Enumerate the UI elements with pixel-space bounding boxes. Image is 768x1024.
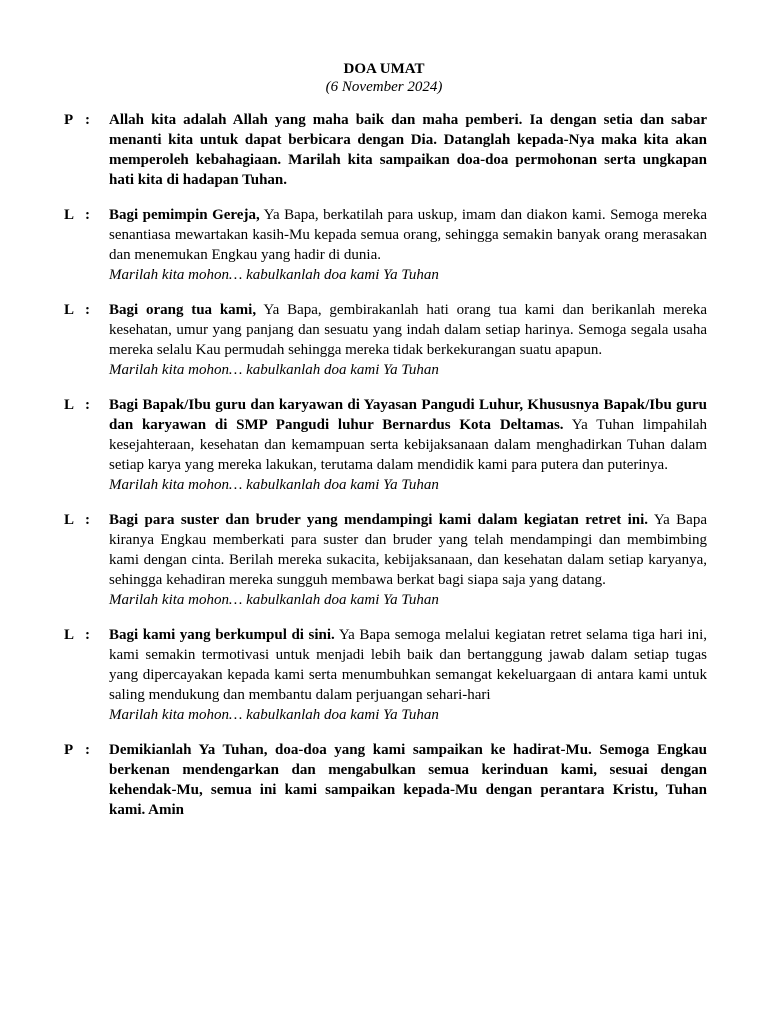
separator-colon: : xyxy=(85,742,90,758)
prayer-entry-closing xyxy=(64,740,707,820)
separator-colon: : xyxy=(85,397,90,413)
prayer-text: Demikianlah Ya Tuhan, doa-doa yang kami sampaikan ke hadirat-Mu. Semoga Engkau berkenan mendengarkan dan mengabulkan semua kerinduan kami, sesuai dengan kehendak-Mu, semua ini kami sampaikan kepada-Mu dengan perantara Kristu, Tuhan kami. Amin xyxy=(109,742,707,818)
prayer-text: Ya Bapa kiranya Engkau memberkati para suster dan bruder yang telah mendampingi dan membimbing kami dengan cinta. Berilah mereka sukacita, kebijaksanaan, dan kesehatan dalam setiap karyanya, sehingga kehadiran mereka sungguh membawa berkat bagi siapa saja yang datang. xyxy=(109,512,707,588)
prayer-content xyxy=(109,110,707,190)
prayer-entry-sisters-brothers xyxy=(64,510,707,610)
separator-colon: : xyxy=(85,627,90,643)
prayer-paragraph xyxy=(109,395,707,475)
document-title: DOA UMAT xyxy=(343,61,425,77)
prayer-entry-teachers xyxy=(64,395,707,495)
prayer-text: Ya Bapa, gembirakanlah hati orang tua kami dan berikanlah mereka kesehatan, umur yang panjang dan sesuatu yang indah dalam setiap harinya. Semoga segala usaha mereka selalu Kau permudah sehingga mereka tidak berkekurangan suatu apapun. xyxy=(109,302,708,358)
speaker-label: L xyxy=(64,302,75,318)
prayer-list xyxy=(64,110,707,835)
prayer-text: Allah kita adalah Allah yang maha baik dan maha pemberi. Ia dengan setia dan sabar menanti kita untuk dapat berbicara dengan Dia. Datanglah kepada-Nya maka kita akan memperoleh kebahagiaan. Marilah kita sampaikan doa-doa permohonan serta ungkapan hati kita di hadapan Tuhan. xyxy=(109,112,707,188)
prayer-entry-opening xyxy=(64,110,707,190)
prayer-lead: Bagi orang tua kami, xyxy=(109,302,257,318)
speaker-label: L xyxy=(64,207,75,223)
prayer-lead: Bagi kami yang berkumpul di sini. xyxy=(109,627,335,643)
prayer-paragraph xyxy=(109,300,707,360)
speaker-label: L xyxy=(64,512,75,528)
prayer-content xyxy=(109,205,707,285)
prayer-entry-gathered xyxy=(64,625,707,725)
prayer-entry-parents xyxy=(64,300,707,380)
separator-colon: : xyxy=(85,112,90,128)
prayer-text: Ya Bapa, berkatilah para uskup, imam dan diakon kami. Semoga mereka senantiasa mewartakan kasih-Mu kepada semua orang, sehingga semakin banyak orang merasakan dan menemukan Engkau yang hadir di dunia. xyxy=(109,207,707,263)
prayer-response: Marilah kita mohon… kabulkanlah doa kami Ya Tuhan xyxy=(109,477,439,493)
separator-colon: : xyxy=(85,512,90,528)
prayer-text: Ya Bapa semoga melalui kegiatan retret selama tiga hari ini, kami semakin termotivasi untuk menjadi lebih baik dan bertanggung jawab dalam setiap tugas yang dipercayakan kepada kami serta menumbuhkan semangat kekeluargaan di antara kami untuk saling mendukung dan membantu dalam perjuangan sehari-hari xyxy=(109,627,708,703)
prayer-text: Ya Tuhan limpahilah kesejahteraan, kesehatan dan kemampuan serta kebijaksanaan dalam menghadirkan Tuhan dalam setiap karya yang mereka lakukan, terutama dalam mendidik kami para putera dan puterinya. xyxy=(109,417,707,473)
separator-colon: : xyxy=(85,207,90,223)
speaker-label: P xyxy=(64,742,74,758)
prayer-entry-church-leaders xyxy=(64,205,707,285)
prayer-response: Marilah kita mohon… kabulkanlah doa kami Ya Tuhan xyxy=(109,592,439,608)
prayer-response: Marilah kita mohon… kabulkanlah doa kami Ya Tuhan xyxy=(109,267,439,283)
prayer-content xyxy=(109,510,707,610)
speaker-label: P xyxy=(64,112,74,128)
prayer-paragraph xyxy=(109,205,707,265)
prayer-content xyxy=(109,395,707,495)
speaker-label: L xyxy=(64,397,75,413)
separator-colon: : xyxy=(85,302,90,318)
prayer-lead: Bagi pemimpin Gereja, xyxy=(109,207,260,223)
prayer-content xyxy=(109,300,707,380)
prayer-response: Marilah kita mohon… kabulkanlah doa kami Ya Tuhan xyxy=(109,362,439,378)
prayer-content xyxy=(109,740,707,820)
prayer-lead: Bagi para suster dan bruder yang mendampingi kami dalam kegiatan retret ini. xyxy=(109,512,649,528)
document-header xyxy=(0,60,768,96)
speaker-label: L xyxy=(64,627,75,643)
prayer-content xyxy=(109,625,707,725)
document-date: (6 November 2024) xyxy=(325,79,443,95)
prayer-response: Marilah kita mohon… kabulkanlah doa kami Ya Tuhan xyxy=(109,707,439,723)
prayer-paragraph xyxy=(109,625,707,705)
prayer-lead: Bagi Bapak/Ibu guru dan karyawan di Yayasan Pangudi Luhur, Khususnya Bapak/Ibu guru dan karyawan di SMP Pangudi luhur Bernardus Kota Deltamas. xyxy=(109,397,707,433)
prayer-paragraph xyxy=(109,510,707,590)
